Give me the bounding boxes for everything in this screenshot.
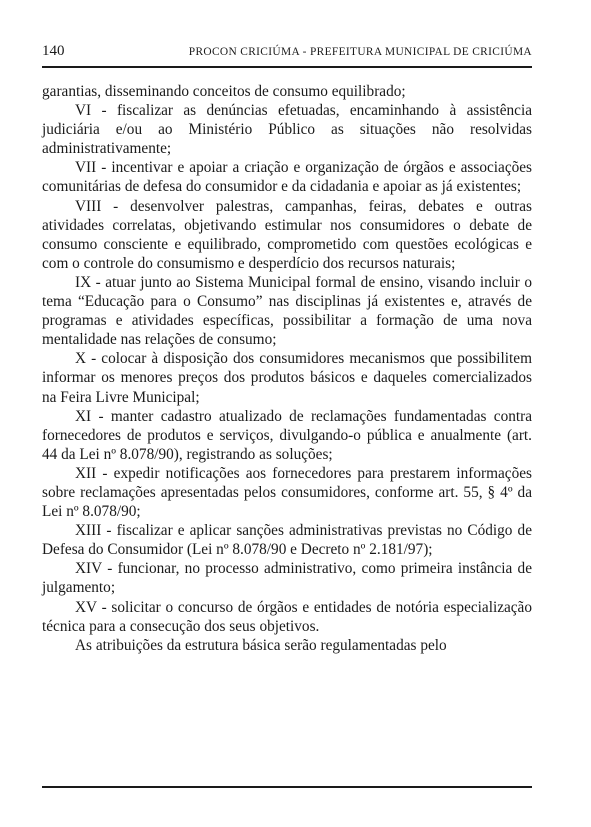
paragraph-item-xv: XV - solicitar o concurso de órgãos e entidades de notória especialização técnica para a consecução dos seus objetivos. — [42, 598, 532, 635]
page-number: 140 — [42, 43, 65, 59]
body-text — [42, 82, 532, 655]
paragraph-item-xi: XI - manter cadastro atualizado de reclamações fundamentadas contra fornecedores de produtos e serviços, divulgando-o pública e anualmente (art. 44 da Lei nº 8.078/90), registrando as soluções; — [42, 407, 532, 463]
paragraph-item-x: X - colocar à disposição dos consumidores mecanismos que possibilitem informar os menores preços dos produtos básicos e daqueles comercializados na Feira Livre Municipal; — [42, 350, 532, 406]
paragraph-continuation: garantias, disseminando conceitos de consumo equilibrado; — [42, 83, 406, 100]
running-head: PROCON CRICIÚMA - PREFEITURA MUNICIPAL DE CRICIÚMA — [188, 46, 532, 58]
footer-rule — [42, 786, 532, 788]
paragraph-closing: As atribuições da estrutura básica serão regulamentadas pelo — [75, 636, 447, 654]
paragraph-item-xiii: XIII - fiscalizar e aplicar sanções administrativas previstas no Código de Defesa do Consumidor (Lei nº 8.078/90 e Decreto nº 2.181/97); — [42, 522, 532, 559]
paragraph-item-xii: XII - expedir notificações aos fornecedores para prestarem informações sobre reclamações apresentadas pelos consumidores, conforme art. 55, § 4º da Lei nº 8.078/90; — [42, 464, 532, 521]
page-header — [42, 40, 532, 64]
header-rule — [42, 66, 532, 68]
paragraph-item-viii: VIII - desenvolver palestras, campanhas, feiras, debates e outras atividades correlatas, objetivando estimular nos consumidores o debate de consumo consciente e equilibrado, comprometido com questões ecológicas e com o controle do consumismo e desperdício dos recursos naturais; — [42, 197, 532, 272]
paragraph-item-vi: VI - fiscalizar as denúncias efetuadas, encaminhando à assistência judiciária e/ou ao Ministério Público as situações não resolvidas administrativamente; — [42, 102, 532, 158]
paragraph-item-ix: IX - atuar junto ao Sistema Municipal formal de ensino, visando incluir o tema “Educação para o Consumo” nas disciplinas já existentes e, através de programas e atividades específicas, possibilitar a formação de uma nova mentalidade nas relações de consumo; — [42, 273, 532, 349]
paragraph-item-vii: VII - incentivar e apoiar a criação e organização de órgãos e associações comunitárias de defesa do consumidor e da cidadania e apoiar as já existentes; — [42, 159, 532, 196]
paragraph-item-xiv: XIV - funcionar, no processo administrativo, como primeira instância de julgamento; — [42, 560, 532, 597]
